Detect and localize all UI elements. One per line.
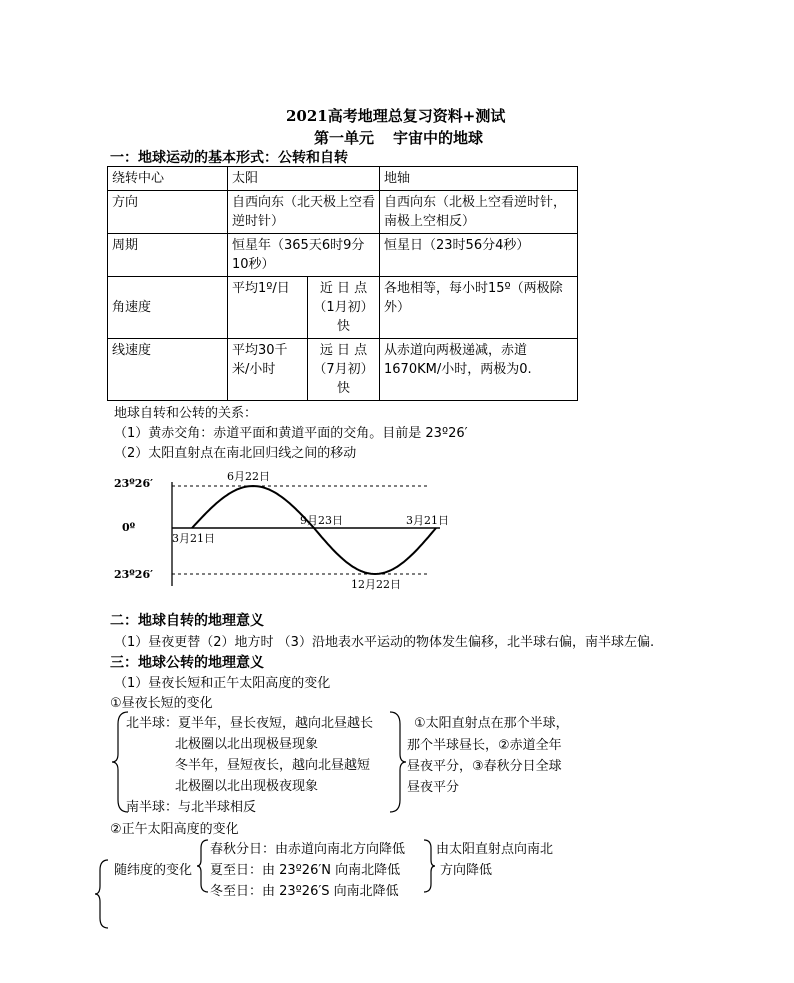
- relation-item-1: （1）黄赤交角：赤道平面和黄道平面的交角。目前是 23º26′: [114, 426, 468, 441]
- table-cell: 自西向东（北极上空看逆时针，南极上空相反）: [380, 191, 578, 234]
- table-cell: 角速度: [108, 277, 228, 339]
- subsolar-point-chart: [110, 464, 470, 604]
- table-row: [108, 277, 578, 339]
- table-cell: 线速度: [108, 339, 228, 401]
- table-cell: 从赤道向两极递减，赤道1670KM/小时，两极为0.: [380, 339, 578, 401]
- note-line-1: ①太阳直射点在那个半球，: [414, 716, 569, 731]
- northern-hemisphere-summer-polar: 北极圈以北出现极昼现象: [175, 737, 319, 752]
- northern-hemisphere-winter: 冬半年，昼短夜长，越向北昼越短: [175, 758, 371, 773]
- relation-heading: 地球自转和公转的关系：: [114, 406, 258, 421]
- table-cell: 近 日 点（1月初）快: [308, 277, 380, 339]
- noon-note-2: 方向降低: [440, 863, 493, 878]
- subsolar-curve: [192, 486, 436, 574]
- table-cell: 自西向东（北天极上空看逆时针）: [228, 191, 380, 234]
- daynight-heading: ①昼夜长短的变化: [110, 696, 213, 711]
- table-cell: 平均1º/日: [228, 277, 308, 339]
- table-cell: 平均30千米/小时: [228, 339, 308, 401]
- document-title: 2021高考地理总复习资料+测试: [286, 107, 506, 125]
- section-3-sub-1: （1）昼夜长短和正午太阳高度的变化: [114, 676, 331, 691]
- table-cell: 恒星日（23时56分4秒）: [380, 234, 578, 277]
- note-line-2: 那个半球昼长，②赤道全年: [407, 738, 562, 753]
- section-2-heading: 二：地球自转的地理意义: [110, 613, 264, 629]
- point-label: 3月21日: [406, 514, 449, 527]
- table-row: [108, 167, 578, 191]
- winter-solstice-line: 冬至日：由 23º26′S 向南北降低: [210, 884, 399, 899]
- outer-brace: [94, 858, 110, 930]
- table-cell: 绕转中心: [108, 167, 228, 191]
- latitude-variation-label: 随纬度的变化: [114, 863, 193, 878]
- tick-label-north: 23º26′: [114, 477, 154, 490]
- inner-right-brace: [422, 838, 436, 894]
- noon-note-1: 由太阳直射点向南北: [436, 842, 554, 857]
- inner-brace: [196, 838, 210, 894]
- table-row: [108, 191, 578, 234]
- table-cell: 远 日 点（7月初）快: [308, 339, 380, 401]
- table-cell: 地轴: [380, 167, 578, 191]
- note-line-3: 昼夜平分，③春秋分日全球: [407, 759, 562, 774]
- table-cell: 恒星年（365天6时9分10秒）: [228, 234, 380, 277]
- northern-hemisphere-summer: 北半球：夏半年，昼长夜短，越向北昼越长: [126, 716, 374, 731]
- unit-title: 宇宙中的地球: [393, 129, 484, 147]
- section-3-heading: 三：地球公转的地理意义: [110, 655, 264, 671]
- southern-hemisphere: 南半球：与北半球相反: [126, 800, 257, 815]
- section-1-heading: 一：地球运动的基本形式：公转和自转: [110, 150, 348, 166]
- table-cell: 各地相等，每小时15º（两极除外）: [380, 277, 578, 339]
- table-row: [108, 234, 578, 277]
- note-line-4: 昼夜平分: [407, 780, 460, 795]
- point-label: 9月23日: [300, 514, 343, 527]
- noon-heading: ②正午太阳高度的变化: [110, 822, 239, 837]
- unit-label: 第一单元: [314, 129, 375, 147]
- equinox-line: 春秋分日：由赤道向南北方向降低: [210, 842, 406, 857]
- revolution-rotation-table: [107, 166, 578, 401]
- northern-hemisphere-winter-polar: 北极圈以北出现极夜现象: [175, 779, 319, 794]
- summer-solstice-line: 夏至日：由 23º26′N 向南北降低: [210, 863, 401, 878]
- point-label: 3月21日: [172, 532, 215, 545]
- point-label: 12月22日: [351, 578, 401, 591]
- tick-label-south: 23º26′: [114, 568, 154, 581]
- point-label: 6月22日: [227, 470, 270, 483]
- tick-label-equator: 0º: [122, 521, 136, 534]
- relation-item-2: （2）太阳直射点在南北回归线之间的移动: [114, 446, 357, 461]
- table-cell: 周期: [108, 234, 228, 277]
- right-brace: [388, 710, 408, 814]
- table-cell: 太阳: [228, 167, 380, 191]
- table-row: [108, 339, 578, 401]
- section-2-text: （1）昼夜更替（2）地方时 （3）沿地表水平运动的物体发生偏移，北半球右偏，南半球左偏.: [114, 635, 655, 650]
- table-cell: 方向: [108, 191, 228, 234]
